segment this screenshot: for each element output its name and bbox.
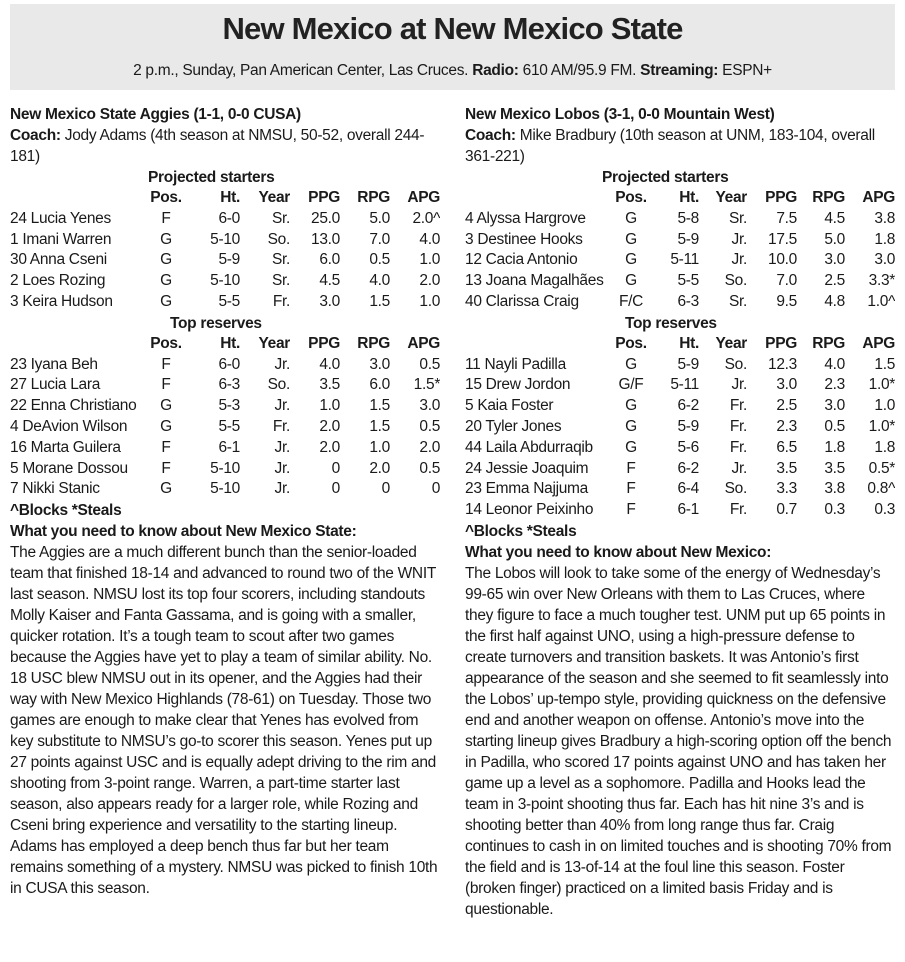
player-apg: 0.5 (419, 417, 441, 435)
player-rpg: 1.5 (369, 417, 390, 435)
player-name: 4 Alyssa Hargrove (465, 209, 586, 227)
player-ppg: 17.5 (768, 230, 797, 248)
player-name: 20 Tyler Jones (465, 417, 562, 435)
col-ppg: PPG (308, 334, 340, 352)
col-year: Year (258, 189, 290, 206)
reserves-title: Top reserves (170, 314, 262, 332)
player-rpg: 3.8 (824, 480, 845, 498)
player-name: 16 Marta Guilera (10, 438, 121, 456)
player-rpg: 3.0 (824, 251, 845, 269)
player-rpg: 5.0 (824, 230, 845, 248)
col-apg: APG (862, 334, 896, 352)
player-apg: 3.0 (874, 251, 896, 269)
player-height: 6-2 (677, 397, 699, 415)
player-pos: G (625, 251, 637, 269)
player-pos: G (625, 272, 637, 290)
player-apg: 1.0* (868, 417, 896, 435)
reserves-title-row (465, 313, 895, 334)
analysis-text: The Lobos will look to take some of the energy of Wednesday’s 99-65 win over New Orleans with them to Las Cruces, where they figure to face a much tougher test. UNM put up 65 points in the first half against UNO, using a high-pressure defense to create turnovers and transition baskets. It was Antonio’s first appearance of the season and she seemed to fit seamlessly into the Lobos’ up-tempo style, providing quickness on the defensive end and another weapon on offense. Antonio’s move into the starting lineup gives Bradbury a high-scoring option off the bench in Padilla, who scored 17 points against UNO and has taken her game up a level as a sophomore. Padilla and Hooks lead the team in 3-point shooting thus far. Each has hit nine 3’s and is shooting better than 40% from long range thus far. Craig continues to cash in on limited touches and is shooting 70% from the field and is 13-of-14 at the foul line this season. Foster (broken finger) practiced on a limited basis Friday and is questionable. (465, 564, 892, 918)
player-height: 5-9 (677, 417, 699, 435)
column-header-row (465, 188, 895, 209)
col-apg: APG (407, 334, 441, 352)
player-rpg: 6.0 (369, 376, 390, 394)
player-apg: 1.0^ (867, 292, 896, 310)
player-height: 6-0 (218, 209, 240, 227)
player-height: 5-8 (677, 209, 699, 227)
player-rpg: 1.5 (369, 397, 390, 415)
player-rpg: 2.0 (369, 459, 390, 477)
coach-text: Mike Bradbury (10th season at UNM, 183-104, overall 361-221) (465, 127, 875, 165)
player-pos: G (625, 355, 637, 373)
player-name: 13 Joana Magalhães (465, 272, 604, 290)
player-rpg: 3.5 (824, 459, 845, 477)
player-rpg: 2.5 (824, 272, 845, 290)
player-ppg: 25.0 (311, 209, 340, 227)
player-row (465, 375, 895, 396)
col-year: Year (715, 334, 747, 352)
page-title: New Mexico at New Mexico State (222, 11, 683, 46)
player-year: Fr. (272, 292, 290, 310)
col-ppg: PPG (308, 189, 340, 206)
player-height: 6-1 (677, 501, 699, 519)
player-apg: 4.0 (419, 230, 441, 248)
stats-legend: ^Blocks *Steals (10, 502, 122, 520)
player-name: 22 Enna Christiano (10, 397, 137, 415)
player-rpg: 4.5 (824, 209, 845, 227)
player-row (465, 396, 895, 417)
player-height: 5-10 (210, 272, 240, 290)
player-name: 24 Jessie Joaquim (465, 459, 589, 477)
player-pos: G (160, 397, 172, 415)
player-height: 5-10 (210, 459, 240, 477)
player-apg: 1.8 (874, 438, 896, 456)
player-name: 3 Keira Hudson (10, 292, 113, 310)
player-row (10, 271, 440, 292)
analysis-title: What you need to know about New Mexico State: (10, 523, 357, 541)
starters-title: Projected starters (602, 169, 729, 186)
player-row (10, 459, 440, 480)
player-year: Fr. (729, 438, 747, 456)
player-pos: F (626, 480, 636, 498)
col-pos: Pos. (150, 189, 182, 206)
player-year: Sr. (271, 272, 290, 290)
player-year: So. (724, 272, 747, 290)
player-rpg: 7.0 (369, 230, 390, 248)
player-pos: G (160, 251, 172, 269)
player-height: 5-6 (677, 438, 699, 456)
player-apg: 2.0^ (412, 209, 441, 227)
col-pos: Pos. (615, 189, 647, 206)
player-height: 5-11 (670, 251, 699, 269)
player-pos: G (625, 397, 637, 415)
player-name: 2 Loes Rozing (10, 272, 106, 290)
player-name: 15 Drew Jordon (465, 376, 571, 394)
player-row (465, 292, 895, 313)
player-name: 1 Imani Warren (10, 230, 112, 248)
player-pos: G (160, 480, 172, 498)
col-apg: APG (407, 189, 441, 206)
header-band (10, 4, 895, 90)
player-row (10, 438, 440, 459)
player-year: Jr. (731, 230, 747, 248)
player-row (10, 292, 440, 313)
player-year: Fr. (729, 417, 747, 435)
col-rpg: RPG (357, 189, 390, 206)
player-name: 24 Lucia Yenes (10, 209, 111, 227)
radio-label: Radio: (472, 62, 519, 79)
player-rpg: 0.5 (369, 251, 390, 269)
player-year: Fr. (272, 417, 290, 435)
game-info (10, 62, 895, 80)
player-height: 5-10 (210, 480, 240, 498)
player-row (465, 250, 895, 271)
player-name: 7 Nikki Stanic (10, 480, 100, 498)
player-pos: G (625, 417, 637, 435)
player-pos: G (160, 272, 172, 290)
stats-legend: ^Blocks *Steals (465, 522, 577, 540)
player-height: 5-5 (677, 272, 699, 290)
player-apg: 1.5* (413, 376, 441, 394)
player-apg: 0.5 (419, 355, 441, 373)
player-ppg: 3.5 (776, 459, 797, 477)
col-year: Year (258, 334, 290, 352)
player-year: Jr. (274, 459, 290, 477)
player-pos: F/C (618, 292, 644, 310)
player-ppg: 2.0 (319, 417, 340, 435)
player-rpg: 3.0 (369, 355, 390, 373)
player-apg: 0.3 (874, 501, 896, 519)
col-ht: Ht. (220, 334, 240, 352)
col-rpg: RPG (812, 334, 845, 352)
player-ppg: 9.5 (776, 292, 797, 310)
player-pos: G/F (618, 376, 644, 394)
player-height: 5-9 (677, 230, 699, 248)
col-ht: Ht. (220, 189, 240, 206)
player-name: 23 Emma Najjuma (465, 480, 588, 498)
player-pos: F (626, 501, 636, 519)
streaming-label: Streaming: (640, 62, 719, 79)
player-rpg: 4.8 (824, 292, 845, 310)
player-ppg: 2.0 (319, 438, 340, 456)
col-ht: Ht. (679, 189, 699, 206)
player-ppg: 4.5 (319, 272, 340, 290)
player-name: 14 Leonor Peixinho (465, 501, 594, 519)
coach-info (10, 125, 440, 167)
player-row (10, 355, 440, 376)
coach-label: Coach: (465, 127, 516, 144)
col-year: Year (715, 189, 747, 206)
player-ppg: 2.5 (776, 397, 797, 415)
player-row (465, 479, 895, 500)
player-ppg: 13.0 (311, 230, 340, 248)
player-pos: F (161, 438, 171, 456)
player-row (465, 500, 895, 521)
player-apg: 1.0 (419, 292, 441, 310)
starters-title: Projected starters (148, 169, 275, 186)
player-rpg: 1.8 (824, 438, 845, 456)
player-year: So. (724, 480, 747, 498)
player-apg: 0.8^ (867, 480, 896, 498)
player-name: 5 Kaia Foster (465, 397, 554, 415)
player-ppg: 3.5 (319, 376, 340, 394)
player-height: 6-2 (677, 459, 699, 477)
player-row (10, 479, 440, 500)
col-ppg: PPG (765, 334, 797, 352)
player-year: Jr. (274, 355, 290, 373)
col-apg: APG (862, 189, 896, 206)
reserves-title-row (10, 313, 440, 334)
player-year: Fr. (729, 501, 747, 519)
player-apg: 1.5 (874, 355, 896, 373)
player-height: 6-3 (218, 376, 240, 394)
player-apg: 2.0 (419, 272, 441, 290)
player-ppg: 1.0 (319, 397, 340, 415)
player-apg: 3.8 (874, 209, 896, 227)
player-ppg: 12.3 (768, 355, 797, 373)
starters-title-row (465, 167, 895, 188)
team-name: New Mexico State Aggies (1-1, 0-0 CUSA) (10, 106, 301, 123)
player-year: Sr. (728, 209, 747, 227)
radio-value: 610 AM/95.9 FM. (522, 62, 637, 79)
coach-info (465, 125, 895, 167)
player-year: Fr. (729, 397, 747, 415)
analysis-text: The Aggies are a much different bunch than the senior-loaded team that finished 18-14 and advanced to round two of the WNIT last season. NMSU lost its top four scorers, including standouts Molly Kaiser and Fanta Gassama, and is going with a smaller, quicker rotation. It’s a tough team to scout after two games because the Aggies have yet to play a team of similar ability. No. 18 USC blew NMSU out in its opener, and the Aggies had their way with New Mexico Highlands (78-61) on Tuesday. Those two games are enough to make clear that Yenes has evolved from key substitute to NMSU’s go-to scorer this season. Yenes put up 27 points against USC and is equally adept driving to the rim and shooting from 3-point range. Warren, a part-time starter last season, also appears ready for a larger role, while Rozing and Cseni bring experience and versatility to the starting lineup. Adams has employed a deep bench thus far but her team remains something of a mystery. NMSU was picked to finish 10th in CUSA this season. (10, 544, 438, 898)
player-height: 5-5 (218, 417, 240, 435)
column-header-row (465, 334, 895, 355)
player-year: So. (267, 230, 290, 248)
player-year: Jr. (274, 480, 290, 498)
streaming-value: ESPN+ (722, 62, 772, 79)
player-rpg: 3.0 (824, 397, 845, 415)
player-apg: 3.3* (868, 272, 896, 290)
player-ppg: 10.0 (768, 251, 797, 269)
player-rpg: 1.0 (369, 438, 390, 456)
player-apg: 0 (431, 480, 441, 498)
player-ppg: 0 (331, 480, 340, 498)
player-year: So. (724, 355, 747, 373)
coach-label: Coach: (10, 127, 61, 144)
team-name: New Mexico Lobos (3-1, 0-0 Mountain West) (465, 106, 775, 123)
time-place: 2 p.m., Sunday, Pan American Center, Las Cruces. (133, 62, 469, 79)
unm-column (465, 104, 895, 920)
player-height: 6-0 (218, 355, 240, 373)
player-row (10, 250, 440, 271)
player-year: Sr. (728, 292, 747, 310)
player-height: 5-5 (218, 292, 240, 310)
player-apg: 1.0* (868, 376, 896, 394)
player-year: So. (267, 376, 290, 394)
player-rpg: 1.5 (369, 292, 390, 310)
player-apg: 1.8 (874, 230, 896, 248)
player-apg: 1.0 (874, 397, 896, 415)
player-row (465, 417, 895, 438)
player-apg: 0.5 (419, 459, 441, 477)
starters-title-row (10, 167, 440, 188)
analysis-title: What you need to know about New Mexico: (465, 543, 772, 561)
player-height: 6-4 (677, 480, 699, 498)
player-pos: G (625, 438, 637, 456)
player-pos: G (625, 209, 637, 227)
player-year: Jr. (731, 459, 747, 477)
player-height: 6-3 (677, 292, 699, 310)
player-row (465, 355, 895, 376)
player-name: 4 DeAvion Wilson (10, 417, 128, 435)
player-row (465, 438, 895, 459)
col-ppg: PPG (765, 189, 797, 206)
player-row (465, 230, 895, 251)
player-year: Jr. (731, 251, 747, 269)
player-pos: F (626, 459, 636, 477)
player-ppg: 6.5 (776, 438, 797, 456)
player-row (10, 230, 440, 251)
player-row (10, 375, 440, 396)
player-pos: F (161, 209, 171, 227)
player-row (10, 209, 440, 230)
player-name: 11 Nayli Padilla (465, 355, 566, 373)
player-name: 44 Laila Abdurraqib (465, 438, 593, 456)
player-year: Sr. (271, 209, 290, 227)
player-ppg: 7.0 (776, 272, 797, 290)
player-name: 12 Cacia Antonio (465, 251, 578, 269)
player-pos: F (161, 355, 171, 373)
player-pos: G (160, 292, 172, 310)
player-pos: G (625, 230, 637, 248)
player-rpg: 0.5 (824, 417, 845, 435)
player-apg: 0.5* (868, 459, 896, 477)
player-name: 30 Anna Cseni (10, 251, 107, 269)
player-pos: G (160, 230, 172, 248)
player-year: Jr. (274, 397, 290, 415)
player-row (465, 209, 895, 230)
player-height: 5-10 (210, 230, 240, 248)
roster-table (465, 167, 895, 521)
player-year: Sr. (271, 251, 290, 269)
player-ppg: 3.3 (776, 480, 797, 498)
player-year: Jr. (731, 376, 747, 394)
player-height: 5-3 (218, 397, 240, 415)
player-height: 5-11 (670, 376, 699, 394)
player-name: 5 Morane Dossou (10, 459, 128, 477)
player-ppg: 3.0 (319, 292, 340, 310)
col-rpg: RPG (812, 189, 845, 206)
player-pos: F (161, 376, 171, 394)
col-pos: Pos. (150, 334, 182, 352)
player-apg: 2.0 (419, 438, 441, 456)
col-ht: Ht. (679, 334, 699, 352)
player-row (10, 396, 440, 417)
player-ppg: 2.3 (776, 417, 797, 435)
player-apg: 3.0 (419, 397, 441, 415)
player-ppg: 7.5 (776, 209, 797, 227)
nmsu-column (10, 104, 440, 899)
player-height: 6-1 (218, 438, 240, 456)
column-header-row (10, 188, 440, 209)
player-year: Jr. (274, 438, 290, 456)
col-rpg: RPG (357, 334, 390, 352)
roster-table (10, 167, 440, 500)
player-row (465, 271, 895, 292)
player-row (465, 459, 895, 480)
player-name: 27 Lucia Lara (10, 376, 101, 394)
player-height: 5-9 (677, 355, 699, 373)
player-row (10, 417, 440, 438)
player-pos: G (160, 417, 172, 435)
player-rpg: 4.0 (824, 355, 845, 373)
player-height: 5-9 (218, 251, 240, 269)
player-apg: 1.0 (419, 251, 441, 269)
player-rpg: 5.0 (369, 209, 390, 227)
player-ppg: 4.0 (319, 355, 340, 373)
player-ppg: 6.0 (319, 251, 340, 269)
reserves-title: Top reserves (625, 314, 717, 332)
player-ppg: 0 (331, 459, 340, 477)
player-name: 40 Clarissa Craig (465, 292, 579, 310)
player-rpg: 4.0 (369, 272, 390, 290)
player-rpg: 2.3 (824, 376, 845, 394)
player-ppg: 0.7 (776, 501, 797, 519)
player-name: 23 Iyana Beh (10, 355, 98, 373)
player-name: 3 Destinee Hooks (465, 230, 583, 248)
col-pos: Pos. (615, 334, 647, 352)
coach-text: Jody Adams (4th season at NMSU, 50-52, overall 244-181) (10, 127, 425, 165)
column-header-row (10, 334, 440, 355)
player-ppg: 3.0 (776, 376, 797, 394)
player-pos: F (161, 459, 171, 477)
player-rpg: 0.3 (824, 501, 845, 519)
player-rpg: 0 (381, 480, 390, 498)
